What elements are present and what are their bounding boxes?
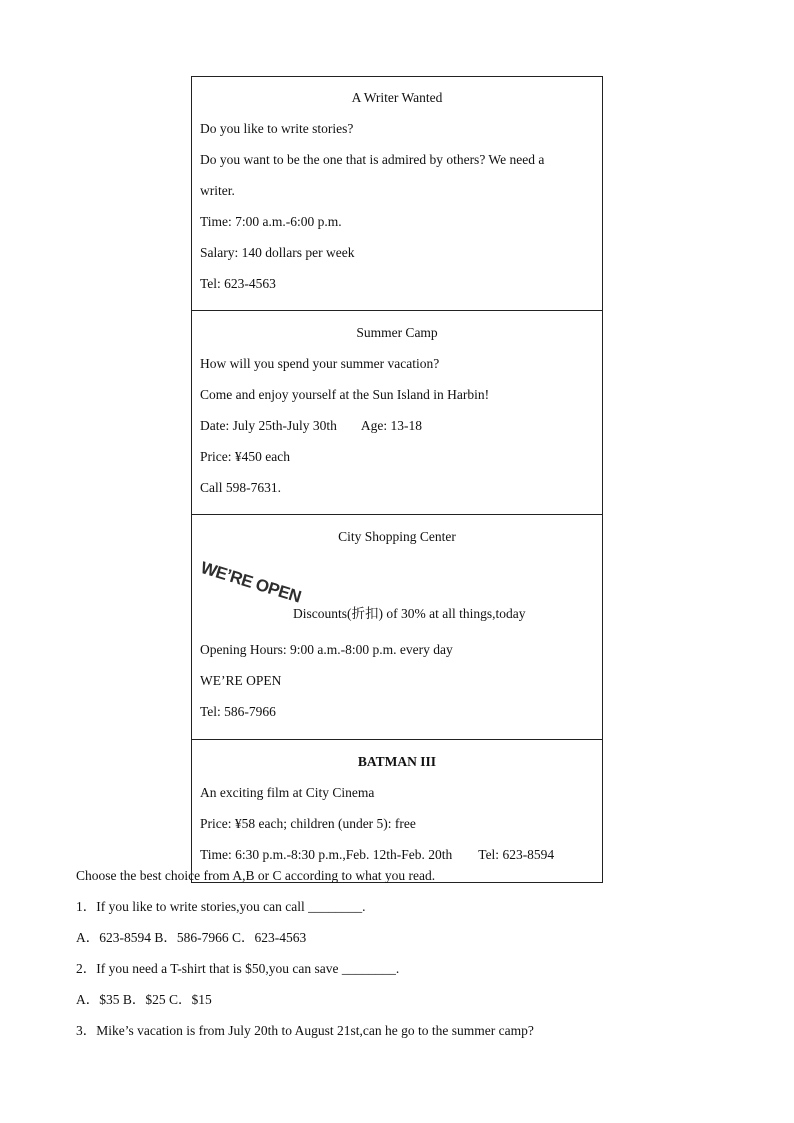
ad-price: Price: ¥58 each; children (under 5): free <box>200 816 416 831</box>
ad-date: Date: July 25th-July 30th <box>200 418 337 433</box>
ad-summer-camp <box>192 317 602 515</box>
ad-tel: Tel: 623-4563 <box>200 276 276 291</box>
question-1-options: A．623-8594 B．586-7966 C．623-4563 <box>76 930 307 945</box>
question-2-options: A．$35 B．$25 C．$15 <box>76 992 212 1007</box>
were-open-stamp-image: WE’RE OPEN <box>198 558 304 607</box>
ad-tel: Tel: 623-8594 <box>478 847 555 862</box>
ad-title: City Shopping Center <box>338 529 456 544</box>
ad-discount: Discounts(折扣) of 30% at all things,today <box>293 606 526 621</box>
ad-line: writer. <box>200 183 235 198</box>
ad-time: Time: 6:30 p.m.-8:30 p.m.,Feb. 12th-Feb. 20th <box>200 847 453 862</box>
ad-title: A Writer Wanted <box>351 90 443 105</box>
ad-age: Age: 13-18 <box>360 418 422 433</box>
ad-line: Do you want to be the one that is admired by others? We need a <box>200 152 545 167</box>
ad-date-age-row <box>200 410 602 441</box>
instruction: Choose the best choice from A,B or C according to what you read. <box>76 868 436 883</box>
ad-tel: Tel: 586-7966 <box>200 704 276 719</box>
ad-line: Do you like to write stories? <box>200 121 354 136</box>
ad-shopping-center <box>192 521 602 740</box>
ad-price: Price: ¥450 each <box>200 449 290 464</box>
question-2: 2．If you need a T-shirt that is $50,you can save ________. <box>76 961 400 976</box>
ad-writer-wanted <box>192 82 602 311</box>
ad-open: WE’RE OPEN <box>200 673 282 688</box>
question-1: 1．If you like to write stories,you can call ________. <box>76 899 366 914</box>
question-3: 3．Mike’s vacation is from July 20th to August 21st,can he go to the summer camp? <box>76 1023 534 1038</box>
ad-call: Call 598-7631. <box>200 480 281 495</box>
ad-line: How will you spend your summer vacation? <box>200 356 440 371</box>
ad-line: Come and enjoy yourself at the Sun Island in Harbin! <box>200 387 490 402</box>
ad-salary: Salary: 140 dollars per week <box>200 245 355 260</box>
advertisement-table <box>191 76 603 883</box>
ad-line: An exciting film at City Cinema <box>200 785 375 800</box>
ad-title: BATMAN III <box>357 754 437 769</box>
promo-row <box>200 552 602 634</box>
ad-title: Summer Camp <box>356 325 438 340</box>
ad-hours: Opening Hours: 9:00 a.m.-8:00 p.m. every day <box>200 642 453 657</box>
ad-time: Time: 7:00 a.m.-6:00 p.m. <box>200 214 342 229</box>
questions-section <box>76 860 756 1046</box>
